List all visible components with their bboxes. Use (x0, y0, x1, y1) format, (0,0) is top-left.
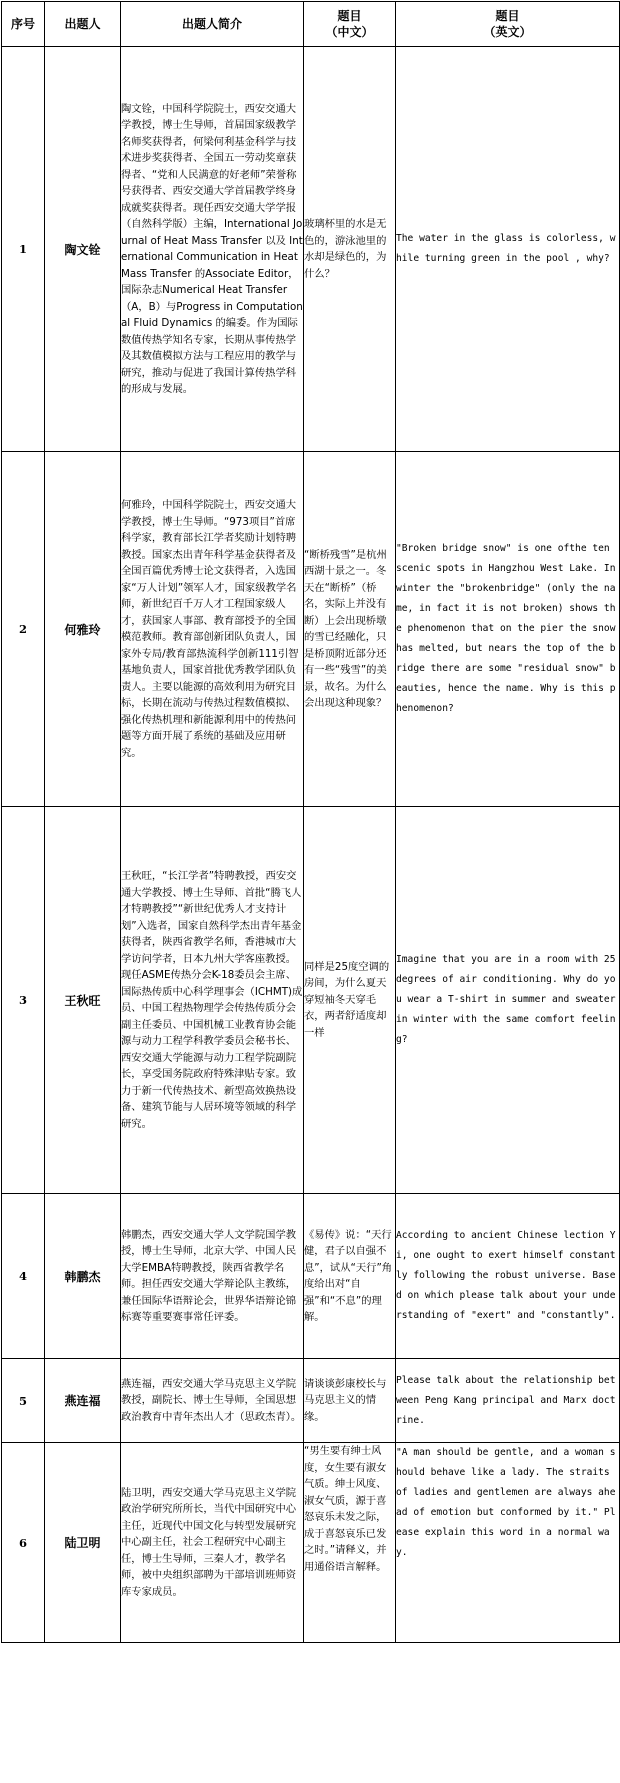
proposer-name: 燕连福 (45, 1359, 121, 1443)
question-english: "Broken bridge snow" is one ofthe ten scenic spots in Hangzhou West Lake. In winter the "brokenbridge" (only the name, in fact it is not broken) shows the phenomenon that on the pier the snow has melted, but nears the top of the bridge there are some "residual snow" beauties, hence the name. Why is this phenomenon? (396, 452, 620, 807)
header-question-chinese-sub: （中文） (325, 25, 374, 39)
question-english: "A man should be gentle, and a woman should behave like a lady. The straits of ladies and gentlemen are always ahead of emotion but conformed by it." Please explain this word in a normal way. (396, 1443, 620, 1643)
proposer-bio: 韩鹏杰，西安交通大学人文学院国学教授，博士生导师，北京大学、中国人民大学EMBA特聘教授，陕西省教学名师。担任西安交通大学辩论队主教练，兼任国际华语辩论会，世界华语辩论锦标赛等重要赛事常任评委。 (121, 1194, 304, 1359)
table-row (2, 807, 620, 1194)
header-number: 序号 (2, 2, 45, 47)
proposer-bio: 王秋旺，“长江学者”特聘教授，西安交通大学教授、博士生导师、首批“腾飞人才特聘教授”“新世纪优秀人才支持计划”入选者，国家自然科学杰出青年基金获得者，陕西省教学名师，香港城市大学访问学者，日本九州大学客座教授。现任ASME传热分会K-18委员会主席、国际热传质中心科学理事会（ICHMT)成员、中国工程热物理学会传热传质分会副主任委员、中国机械工业教育协会能源与动力工程学科教学委员会秘书长、西安交通大学能源与动力工程学院副院长，享受国务院政府特殊津贴专家。致力于新一代传热技术、新型高效换热设备、建筑节能与人居环境等领域的科学研究。 (121, 807, 304, 1194)
header-question-chinese (304, 2, 396, 47)
row-number: 5 (2, 1359, 45, 1443)
proposer-name: 韩鹏杰 (45, 1194, 121, 1359)
proposer-name: 王秋旺 (45, 807, 121, 1194)
question-chinese: “断桥残雪”是杭州西湖十景之一。冬天在“断桥”（桥名，实际上并没有断）上会出现桥墩的雪已经融化，只是桥顶附近部分还有一些“残雪”的美景，故名。为什么会出现这种现象？ (304, 452, 396, 807)
header-question-english-title: 题目 (495, 9, 520, 23)
table-row (2, 452, 620, 807)
header-bio: 出题人简介 (121, 2, 304, 47)
header-question-english-sub: （英文） (483, 25, 532, 39)
proposer-name: 陆卫明 (45, 1443, 121, 1643)
table-row (2, 1359, 620, 1443)
row-number: 6 (2, 1443, 45, 1643)
question-chinese: “男生要有绅士风度，女生要有淑女气质。绅士风度、淑女气质，源于喜怒哀乐未发之际，成于喜怒哀乐已发之时。”请释义，并用通俗语言解释。 (304, 1443, 396, 1643)
header-proposer: 出题人 (45, 2, 121, 47)
header-question-chinese-title: 题目 (337, 9, 362, 23)
table-row (2, 47, 620, 452)
question-chinese: 同样是25度空调的房间，为什么夏天穿短袖冬天穿毛衣，两者舒适度却一样 (304, 807, 396, 1194)
question-english: According to ancient Chinese lection Yi, one ought to exert himself constantly following the robust universe. Based on which please talk about your understanding of "exert" and "constantly". (396, 1194, 620, 1359)
table-row (2, 1194, 620, 1359)
question-chinese: 《易传》说：“天行健，君子以自强不息”，试从“天行”角度给出对“自强”和“不息”的理解。 (304, 1194, 396, 1359)
row-number: 3 (2, 807, 45, 1194)
proposer-name: 陶文铨 (45, 47, 121, 452)
question-chinese: 请谈谈彭康校长与马克思主义的情缘。 (304, 1359, 396, 1443)
question-table (1, 1, 620, 1643)
question-chinese: 玻璃杯里的水是无色的，游泳池里的水却是绿色的，为什么？ (304, 47, 396, 452)
proposer-bio: 燕连福，西安交通大学马克思主义学院教授，副院长、博士生导师，全国思想政治教育中青年杰出人才（思政杰青）。 (121, 1359, 304, 1443)
question-english: Imagine that you are in a room with 25 degrees of air conditioning. Why do you wear a T-shirt in summer and sweater in winter with the same comfort feeling? (396, 807, 620, 1194)
row-number: 4 (2, 1194, 45, 1359)
proposer-bio: 陆卫明，西安交通大学马克思主义学院政治学研究所所长，当代中国研究中心主任，近现代中国文化与转型发展研究中心副主任，社会工程研究中心副主任，博士生导师，三秦人才，教学名师，被中央组织部聘为干部培训班师资库专家成员。 (121, 1443, 304, 1643)
proposer-bio: 何雅玲，中国科学院院士，西安交通大学教授，博士生导师。“973项目”首席科学家，教育部长江学者奖励计划特聘教授。国家杰出青年科学基金获得者及全国百篇优秀博士论文获得者，入选国家“万人计划”领军人才，国家级教学名师，新世纪百千万人才工程国家级人才，获国家人事部、教育部授予的全国模范教师。教育部创新团队负责人，国家外专局/教育部热流科学创新111引智基地负责人，国家首批优秀教学团队负责人。主要以能源的高效利用为研究目标，长期在流动与传热过程数值模拟、强化传热机理和新能源利用中的传热问题等方面开展了系统的基础及应用研究。 (121, 452, 304, 807)
proposer-name: 何雅玲 (45, 452, 121, 807)
row-number: 2 (2, 452, 45, 807)
proposer-bio: 陶文铨，中国科学院院士，西安交通大学教授，博士生导师，首届国家级教学名师奖获得者，何梁何利基金科学与技术进步奖获得者、全国五一劳动奖章获得者、“党和人民满意的好老师”荣誉称号获得者、西安交通大学首届教学终身成就奖获得者。现任西安交通大学学报（自然科学版）主编，International Journal of Heat Mass Transfer 以及 International Communication in Heat Mass Transfer 的Associate Editor，国际杂志Numerical Heat Transfer（A，B）与Progress in Computational Fluid Dynamics 的编委。作为国际数值传热学知名专家，长期从事传热学及其数值模拟方法与工程应用的教学与研究，推动与促进了我国计算传热学科的形成与发展。 (121, 47, 304, 452)
table-row (2, 1443, 620, 1643)
header-row (2, 2, 620, 47)
header-question-english (396, 2, 620, 47)
question-english: Please talk about the relationship between Peng Kang principal and Marx doctrine. (396, 1359, 620, 1443)
row-number: 1 (2, 47, 45, 452)
question-english: The water in the glass is colorless, while turning green in the pool , why? (396, 47, 620, 452)
